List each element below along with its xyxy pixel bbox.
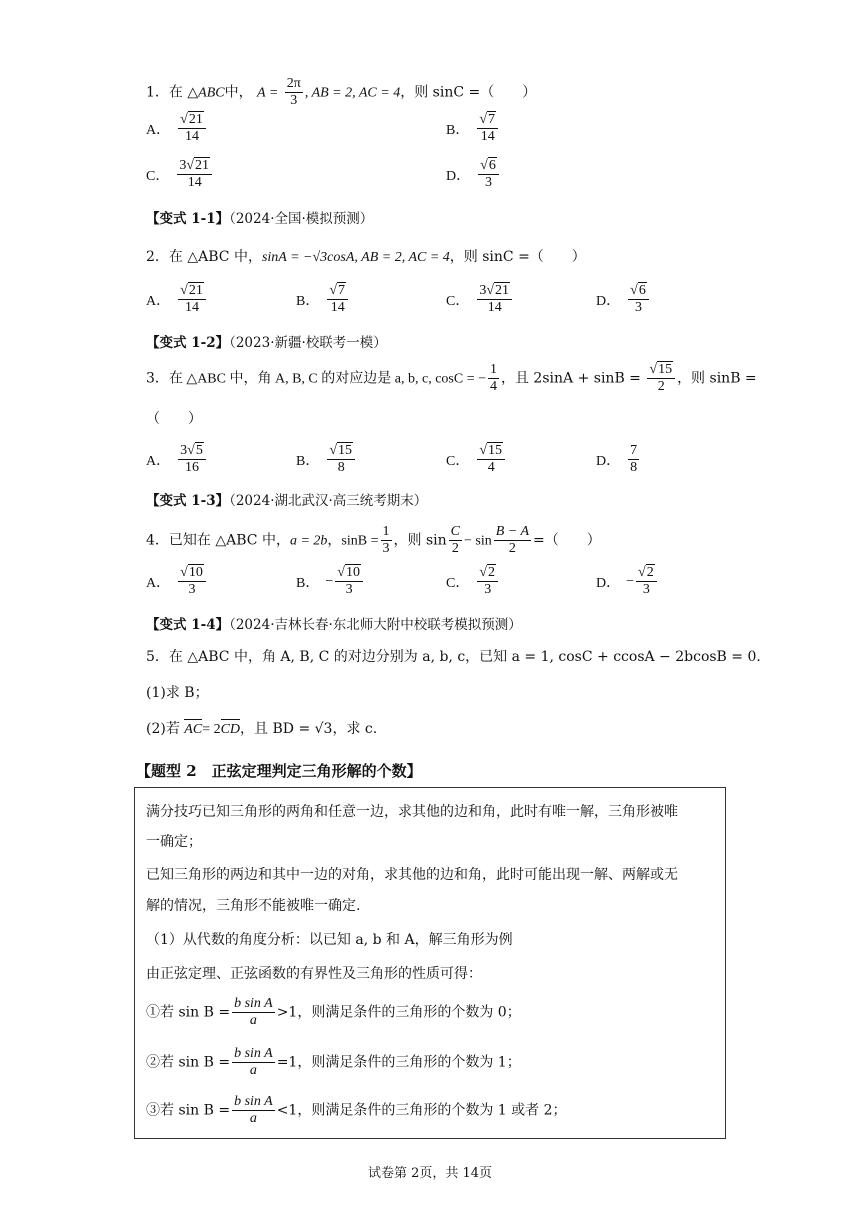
option-label: B． bbox=[446, 122, 470, 138]
q3-frac1 bbox=[488, 362, 499, 395]
q5-number: 5． bbox=[146, 649, 169, 665]
q1-option-d bbox=[446, 158, 501, 191]
option-radicand: 21 bbox=[188, 283, 203, 298]
q3-option-d bbox=[596, 443, 641, 476]
q5-vec2-label: CD bbox=[220, 722, 241, 737]
option-fraction bbox=[327, 443, 355, 476]
option-fraction bbox=[177, 158, 212, 191]
case1-frac bbox=[232, 996, 275, 1029]
option-radicand: 6 bbox=[638, 283, 646, 298]
q5-part2 bbox=[146, 720, 377, 739]
option-radicand: 10 bbox=[345, 565, 360, 580]
q2-text: 在 △ABC 中， bbox=[168, 249, 262, 265]
q4-option-c bbox=[446, 565, 500, 598]
radical-sign: √ bbox=[480, 158, 488, 173]
page-footer: 试卷第 2页，共 14页 bbox=[367, 1166, 493, 1181]
option-label: D． bbox=[446, 168, 471, 184]
q4-frac-c-den: 2 bbox=[451, 541, 459, 556]
q2-cond: sinA = −√3cosA, AB = 2, AC = 4 bbox=[261, 250, 450, 265]
option-label: A． bbox=[146, 453, 171, 469]
case2-pre: ②若 sin B = bbox=[146, 1054, 231, 1071]
q4-minus: − sin bbox=[463, 533, 492, 549]
q5-vec1-label: AC bbox=[184, 722, 203, 737]
tips-line-6: 由正弦定理、正弦函数的有界性及三角形的性质可得： bbox=[146, 966, 482, 982]
option-coefficient: 3 bbox=[180, 443, 188, 458]
option-coefficient: 3 bbox=[179, 158, 187, 173]
q4-frac-a-num: 1 bbox=[382, 524, 390, 539]
option-radicand: 2 bbox=[488, 565, 496, 580]
q1-text-mid: 中， bbox=[224, 84, 253, 101]
q5-text: 在 △ABC 中，角 A, B, C 的对边分别为 a, b, c，已知 a = 1, cosC + ccosA − 2bcosB = 0． bbox=[168, 649, 771, 665]
q2-ask: ，则 sinC =（ ） bbox=[449, 249, 586, 265]
case1-frac-num: b sin A bbox=[234, 996, 273, 1011]
option-fraction bbox=[178, 443, 206, 476]
variant-source: （2023·新疆·校联考一模） bbox=[229, 335, 387, 351]
q1-stem bbox=[146, 76, 536, 109]
q4-stem bbox=[146, 524, 601, 557]
option-sign: − bbox=[325, 573, 334, 589]
option-radicand: 6 bbox=[488, 158, 496, 173]
option-radicand: 21 bbox=[495, 283, 510, 298]
option-denominator: 3 bbox=[484, 175, 492, 190]
radical-sign: √ bbox=[486, 283, 495, 298]
q4-frac-ba bbox=[494, 524, 531, 557]
q3-frac2-rad: 15 bbox=[658, 362, 673, 377]
option-label: B． bbox=[296, 293, 320, 309]
variant-source: （2024·全国·模拟预测） bbox=[229, 211, 374, 227]
q4-cond2: sinB = bbox=[341, 533, 379, 549]
q1-ask: ，则 sinC =（ ） bbox=[400, 84, 537, 101]
option-label: A． bbox=[146, 122, 171, 138]
q2-option-b bbox=[296, 283, 350, 316]
option-numerator bbox=[327, 443, 355, 460]
tips-line-2: 一确定； bbox=[146, 834, 202, 850]
variant-tag: 【变式 1-4】 bbox=[146, 617, 230, 633]
option-label: A． bbox=[146, 575, 171, 591]
tips-line-5: （1）从代数的角度分析：以已知 a, b 和 A，解三角形为例 bbox=[146, 932, 513, 948]
option-label: C． bbox=[146, 168, 170, 184]
q5-vec2 bbox=[221, 721, 240, 739]
option-numerator bbox=[178, 443, 206, 460]
case2-frac-den: a bbox=[249, 1063, 257, 1078]
q4-option-a bbox=[146, 565, 208, 598]
q3-stem bbox=[146, 362, 757, 395]
option-denominator: 3 bbox=[642, 582, 650, 597]
case3-rel: <1 bbox=[276, 1102, 298, 1119]
q1-frac-den: 3 bbox=[290, 93, 298, 108]
q4-number: 4． bbox=[146, 532, 169, 549]
radical-sign: √ bbox=[180, 565, 188, 580]
tips-line-4: 解的情况，三角形不能被唯一确定. bbox=[146, 898, 361, 914]
option-fraction bbox=[636, 565, 657, 598]
q1-number: 1． bbox=[146, 84, 169, 101]
radical-sign: √ bbox=[337, 565, 345, 580]
q5-part2-pre: (2)若 bbox=[146, 721, 180, 737]
option-numerator bbox=[477, 283, 512, 300]
option-denominator: 14 bbox=[187, 175, 202, 190]
q4-cond1: a = 2b bbox=[289, 533, 328, 549]
option-fraction bbox=[477, 112, 498, 145]
radical-sign: √ bbox=[187, 443, 195, 458]
tips-case-1 bbox=[146, 996, 521, 1029]
option-denominator: 14 bbox=[487, 300, 502, 315]
radical-sign: √ bbox=[180, 283, 188, 298]
case3-post: ，则满足条件的三角形的个数为 1 或者 2； bbox=[297, 1102, 567, 1119]
q1-frac bbox=[285, 76, 303, 109]
q4-frac-ba-den: 2 bbox=[508, 541, 516, 556]
radical-sign: √ bbox=[186, 158, 195, 173]
option-numerator bbox=[178, 112, 206, 129]
option-denominator: 8 bbox=[630, 460, 638, 475]
option-fraction bbox=[478, 158, 499, 191]
option-numerator bbox=[327, 283, 348, 300]
case1-frac-den: a bbox=[249, 1013, 257, 1028]
option-label: C． bbox=[446, 575, 470, 591]
option-sign: − bbox=[626, 573, 635, 589]
option-denominator: 3 bbox=[484, 582, 492, 597]
case1-pre: ①若 sin B = bbox=[146, 1004, 231, 1021]
q4-text: 已知在 △ABC 中， bbox=[168, 532, 290, 549]
q1-option-b bbox=[446, 112, 500, 145]
option-numerator bbox=[477, 443, 505, 460]
option-denominator: 14 bbox=[480, 129, 495, 144]
radical-sign: √ bbox=[180, 112, 188, 127]
q1-option-a bbox=[146, 112, 208, 145]
section-heading: 【题型 2 正弦定理判定三角形解的个数】 bbox=[136, 762, 422, 780]
option-denominator: 14 bbox=[330, 300, 345, 315]
q5-part1: (1)求 B； bbox=[146, 685, 209, 701]
case3-frac-num: b sin A bbox=[234, 1094, 273, 1109]
case1-post: ，则满足条件的三角形的个数为 0； bbox=[297, 1004, 521, 1021]
option-denominator: 16 bbox=[184, 460, 199, 475]
option-numerator: 7 bbox=[630, 443, 638, 458]
option-numerator bbox=[477, 112, 498, 129]
q1-text: 在 bbox=[168, 84, 183, 101]
radical-sign: √ bbox=[638, 565, 646, 580]
q5-vec1 bbox=[184, 721, 202, 739]
option-denominator: 3 bbox=[345, 582, 353, 597]
q4-frac-c-num: C bbox=[450, 524, 460, 539]
option-radicand: 7 bbox=[338, 283, 346, 298]
q5-part2-mid: ，且 BD = √3，求 c. bbox=[240, 721, 378, 737]
radical-sign: √ bbox=[479, 443, 488, 458]
tips-case-2 bbox=[146, 1046, 521, 1079]
q3-frac1-num: 1 bbox=[489, 362, 497, 377]
option-radicand: 15 bbox=[338, 443, 353, 458]
option-label: A． bbox=[146, 293, 171, 309]
q3-ask: ，则 sinB = bbox=[677, 370, 757, 387]
q3-option-c bbox=[446, 443, 507, 476]
q1-option-c bbox=[146, 158, 214, 191]
q3-option-b bbox=[296, 443, 357, 476]
option-numerator bbox=[335, 565, 363, 582]
radical-sign: √ bbox=[479, 112, 488, 127]
case3-frac-den: a bbox=[249, 1111, 257, 1126]
q5-eq: = 2 bbox=[202, 722, 221, 737]
option-denominator: 14 bbox=[184, 129, 199, 144]
option-numerator bbox=[628, 283, 649, 300]
variant-1-1 bbox=[146, 207, 373, 227]
option-label: D． bbox=[596, 453, 621, 469]
variant-tag: 【变式 1-2】 bbox=[146, 335, 230, 351]
option-label: D． bbox=[596, 575, 621, 591]
tips-box bbox=[134, 787, 726, 1139]
radical-sign: √ bbox=[479, 565, 488, 580]
option-denominator: 3 bbox=[634, 300, 642, 315]
case2-post: ，则满足条件的三角形的个数为 1； bbox=[297, 1054, 521, 1071]
option-label: C． bbox=[446, 293, 470, 309]
option-denominator: 14 bbox=[184, 300, 199, 315]
q3-frac1-den: 4 bbox=[489, 379, 497, 394]
option-fraction bbox=[477, 283, 512, 316]
option-radicand: 7 bbox=[488, 112, 496, 127]
q5-stem bbox=[146, 648, 770, 666]
tips-line-1: 满分技巧已知三角形的两角和任意一边，求其他的边和角，此时有唯一解，三角形被唯 bbox=[146, 804, 678, 820]
option-fraction bbox=[335, 565, 363, 598]
q4-option-b bbox=[296, 565, 365, 598]
option-fraction bbox=[178, 283, 206, 316]
case2-frac-num: b sin A bbox=[234, 1046, 273, 1061]
option-radicand: 21 bbox=[188, 112, 203, 127]
option-radicand: 2 bbox=[646, 565, 654, 580]
variant-tag: 【变式 1-1】 bbox=[146, 211, 230, 227]
q2-option-d bbox=[596, 283, 651, 316]
option-numerator bbox=[478, 158, 499, 175]
q3-option-a bbox=[146, 443, 208, 476]
q4-frac-ba-num: B − A bbox=[495, 524, 530, 539]
option-radicand: 5 bbox=[195, 443, 203, 458]
radical-sign: √ bbox=[630, 283, 638, 298]
case2-rel: =1 bbox=[276, 1054, 298, 1071]
option-fraction bbox=[628, 283, 649, 316]
q4-frac-a bbox=[381, 524, 392, 557]
q4-frac-a-den: 3 bbox=[382, 541, 390, 556]
option-label: B． bbox=[296, 453, 320, 469]
option-numerator bbox=[178, 283, 206, 300]
option-label: B． bbox=[296, 575, 320, 591]
variant-1-4 bbox=[146, 613, 522, 633]
q3-number: 3． bbox=[146, 370, 169, 387]
option-numerator bbox=[636, 565, 657, 582]
option-denominator: 3 bbox=[188, 582, 196, 597]
q1-cond-a: A = bbox=[257, 85, 279, 101]
q2-stem bbox=[146, 248, 586, 267]
variant-tag: 【变式 1-3】 bbox=[146, 493, 230, 509]
q3-frac2-den: 2 bbox=[657, 379, 665, 394]
q3-mid: ，且 2sinA + sinB = bbox=[500, 370, 641, 387]
variant-1-2 bbox=[146, 331, 387, 351]
radical-sign: √ bbox=[329, 443, 338, 458]
q2-option-a bbox=[146, 283, 208, 316]
radical-sign: √ bbox=[329, 283, 338, 298]
option-fraction bbox=[628, 443, 639, 476]
variant-1-3 bbox=[146, 489, 427, 509]
option-denominator: 4 bbox=[487, 460, 495, 475]
option-denominator: 8 bbox=[337, 460, 345, 475]
option-radicand: 21 bbox=[195, 158, 210, 173]
q4-sep: ， bbox=[327, 532, 342, 549]
tips-line-3: 已知三角形的两边和其中一边的对角，求其他的边和角，此时可能出现一解、两解或无 bbox=[146, 867, 678, 883]
q1-frac-num: 2π bbox=[286, 76, 301, 91]
option-numerator bbox=[177, 158, 212, 175]
option-fraction bbox=[178, 112, 206, 145]
q4-ask: =（ ） bbox=[533, 532, 601, 549]
variant-source: （2024·吉林长春·东北师大附中校联考模拟预测） bbox=[229, 617, 522, 633]
case3-frac bbox=[232, 1094, 275, 1127]
case2-frac bbox=[232, 1046, 275, 1079]
tips-case-3 bbox=[146, 1094, 567, 1127]
option-coefficient: 3 bbox=[479, 283, 487, 298]
q2-number: 2． bbox=[146, 249, 169, 265]
variant-source: （2024·湖北武汉·高三统考期末） bbox=[229, 493, 428, 509]
q4-option-d bbox=[596, 565, 659, 598]
option-label: C． bbox=[446, 453, 470, 469]
option-fraction bbox=[178, 565, 206, 598]
q4-ask-pre: ，则 sin bbox=[393, 532, 447, 549]
q3-text: 在 △ABC 中，角 A, B, C 的对应边是 a, b, c, cosC = − bbox=[168, 371, 486, 387]
q2-option-c bbox=[446, 283, 514, 316]
option-numerator bbox=[477, 565, 498, 582]
case1-rel: >1 bbox=[276, 1004, 298, 1021]
option-radicand: 15 bbox=[488, 443, 503, 458]
option-fraction bbox=[327, 283, 348, 316]
q1-cond-rest: , AB = 2, AC = 4 bbox=[304, 85, 401, 101]
q3-frac2: $\frac{√15}{2}$ bbox=[647, 362, 675, 395]
case3-pre: ③若 sin B = bbox=[146, 1102, 231, 1119]
option-numerator bbox=[178, 565, 206, 582]
q3-ask2: （ ） bbox=[146, 411, 202, 427]
option-fraction bbox=[477, 443, 505, 476]
option-radicand: 10 bbox=[188, 565, 203, 580]
q4-frac-c bbox=[449, 524, 462, 557]
q1-triangle: △ABC bbox=[187, 85, 225, 101]
option-fraction bbox=[477, 565, 498, 598]
option-label: D． bbox=[596, 293, 621, 309]
